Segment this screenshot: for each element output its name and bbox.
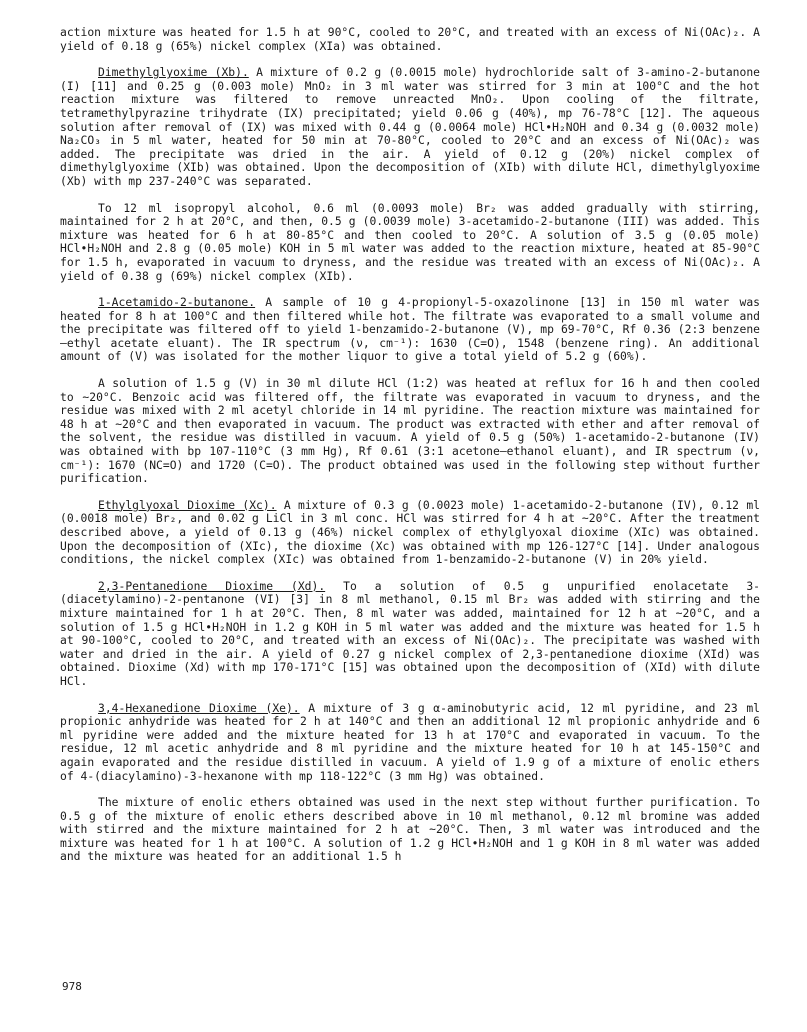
paragraph-text: A solution of 1.5 g (V) in 30 ml dilute HCl (1:2) was heated at reflux for 16 h and then cooled to ~20°C. Benzoic acid was filtered off, the filtrate was evaporated in vacuum to dryness, and the residue was mixed with 2 ml acetyl chloride in 14 ml pyridine. The reaction mixture was maintained for 48 h at ~20°C and then evaporated in vacuum. The product was extracted with ether and after removal of the solvent, the residue was distilled in vacuum. A yield of 0.5 g (50%) 1-acetamido-2-butanone (IV) was obtained with bp 107-110°C (3 mm Hg), Rf 0.61 (3:1 acetone—ethanol eluant), and IR spectrum (ν, cm⁻¹): 1670 (NC=O) and 1720 (C=O). The product obtained was used in the following step without further purification. [60,376,760,486]
paragraph-5 [60,377,760,486]
document-body [60,26,760,877]
paragraph-text: To 12 ml isopropyl alcohol, 0.6 ml (0.0093 mole) Br₂ was added gradually with stirring, maintained for 2 h at 20°C, and then, 0.5 g (0.0039 mole) 3-acetamido-2-butanone (III) was added. This mixture was heated for 6 h at 80-85°C and then cooled to 20°C. A solution of 3.5 g (0.05 mole) HCl•H₂NOH and 2.8 g (0.05 mole) KOH in 5 ml water was added to the reaction mixture, heated at 85-90°C for 1.5 h, evaporated in vacuum to dryness, and the residue was treated with an excess of Ni(OAc)₂. A yield of 0.38 g (69%) nickel complex (XIb). [60,200,760,283]
page-number: 978 [62,980,82,993]
section-heading: 2,3-Pentanedione Dioxime (Xd). [98,578,326,593]
paragraph-text: To a solution of 0.5 g unpurified enolacetate 3-(diacetylamino)-2-pentanone (VI) [3] in 8 ml methanol, 0.15 ml Br₂ was added with stirring and the mixture maintained for 1 h at 20°C. Then, 8 ml water was added, maintained for 12 h at ~20°C, and a solution of 1.5 g HCl•H₂NOH in 1.2 g KOH in 5 ml water was added and the mixture was heated for 1.5 h at 90-100°C, cooled to 20°C, and treated with an excess of Ni(OAc)₂. The precipitate was washed with water and dried in the air. A yield of 0.27 g nickel complex of 2,3-pentanedione dioxime (XId) was obtained. Dioxime (Xd) with mp 170-171°C [15] was obtained upon the decomposition of (XId) with dilute HCl. [60,578,760,688]
paragraph-1 [60,26,760,53]
section-heading: Dimethylglyoxime (Xb). [98,65,249,80]
paragraph-3 [60,202,760,284]
paragraph-8 [60,702,760,784]
paragraph-4 [60,296,760,364]
paragraph-text: The mixture of enolic ethers obtained was used in the next step without further purification. To 0.5 g of the mixture of enolic ethers described above in 10 ml methanol, 0.12 ml bromine was added with stirred and the mixture maintained for 2 h at ~20°C. Then, 3 ml water was introduced and the mixture was heated for 1 h at 100°C. A solution of 1.2 g HCl•H₂NOH and 1 g KOH in 8 ml water was added and the mixture was heated for an additional 1.5 h [60,795,760,864]
paragraph-text: A mixture of 0.2 g (0.0015 mole) hydrochloride salt of 3-amino-2-butanone (I) [11] and 0.25 g (0.003 mole) MnO₂ in 3 ml water was stirred for 3 min at 100°C and the hot reaction mixture was filtered to remove unreacted MnO₂. Upon cooling of the filtrate, tetramethylpyrazine trihydrate (IX) precipitated; yield 0.06 g (40%), mp 76-78°C [12]. The aqueous solution after removal of (IX) was mixed with 0.44 g (0.0064 mole) HCl•H₂NOH and 0.34 g (0.0032 mole) Na₂CO₃ in 5 ml water, heated for 50 min at 70-80°C, cooled to 20°C and an excess of Ni(OAc)₂ was added. The precipitate was dried in the air. A yield of 0.12 g (20%) nickel complex of dimethylglyoxime (XIb) was obtained. Upon the decomposition of (XIb) with dilute HCl, dimethylglyoxime (Xb) with mp 237-240°C was separated. [60,65,760,188]
paragraph-9 [60,796,760,864]
paragraph-6 [60,499,760,567]
paragraph-text: A mixture of 3 g α-aminobutyric acid, 12 ml pyridine, and 23 ml propionic anhydride was heated for 2 h at 140°C and then an additional 12 ml propionic anhydride and 6 ml pyridine were added and the mixture heated for 13 h at 170°C and evaporated in vacuum. To the residue, 12 ml acetic anhydride and 8 ml pyridine and the mixture heated for 10 h at 145-150°C and again evaporated and the residue distilled in vacuum. A yield of 1.9 g of a mixture of enolic ethers of 4-(diacylamino)-3-hexanone with mp 118-122°C (3 mm Hg) was obtained. [60,700,760,783]
paragraph-7 [60,580,760,689]
paragraph-text: A sample of 10 g 4-propionyl-5-oxazolinone [13] in 150 ml water was heated for 8 h at 100°C and then filtered while hot. The filtrate was evaporated to a small volume and the precipitate was filtered off to yield 1-benzamido-2-butanone (V), mp 69-70°C, Rf 0.36 (2:3 benzene—ethyl acetate eluant). The IR spectrum (ν, cm⁻¹): 1630 (C=O), 1548 (benzene ring). An additional amount of (V) was isolated for the mother liquor to give a total yield of 5.2 g (60%). [60,295,760,364]
section-heading: Ethylglyoxal Dioxime (Xc). [98,497,277,512]
section-heading: 1-Acetamido-2-butanone. [98,295,256,310]
section-heading: 3,4-Hexanedione Dioxime (Xe). [98,700,300,715]
paragraph-text: action mixture was heated for 1.5 h at 90°C, cooled to 20°C, and treated with an excess of Ni(OAc)₂. A yield of 0.18 g (65%) nickel complex (XIa) was obtained. [60,25,760,53]
paragraph-2 [60,66,760,188]
paragraph-text: A mixture of 0.3 g (0.0023 mole) 1-acetamido-2-butanone (IV), 0.12 ml (0.0018 mole) Br₂, and 0.02 g LiCl in 3 ml conc. HCl was stirred for 4 h at ~20°C. After the treatment described above, a yield of 0.13 g (46%) nickel complex of ethylglyoxal dioxime (XIc) was obtained. Upon the decomposition of (XIc), the dioxime (Xc) was obtained with mp 126-127°C [14]. Under analogous conditions, the nickel complex (XIc) was obtained from 1-benzamido-2-butanone (V) in 20% yield. [60,497,760,567]
